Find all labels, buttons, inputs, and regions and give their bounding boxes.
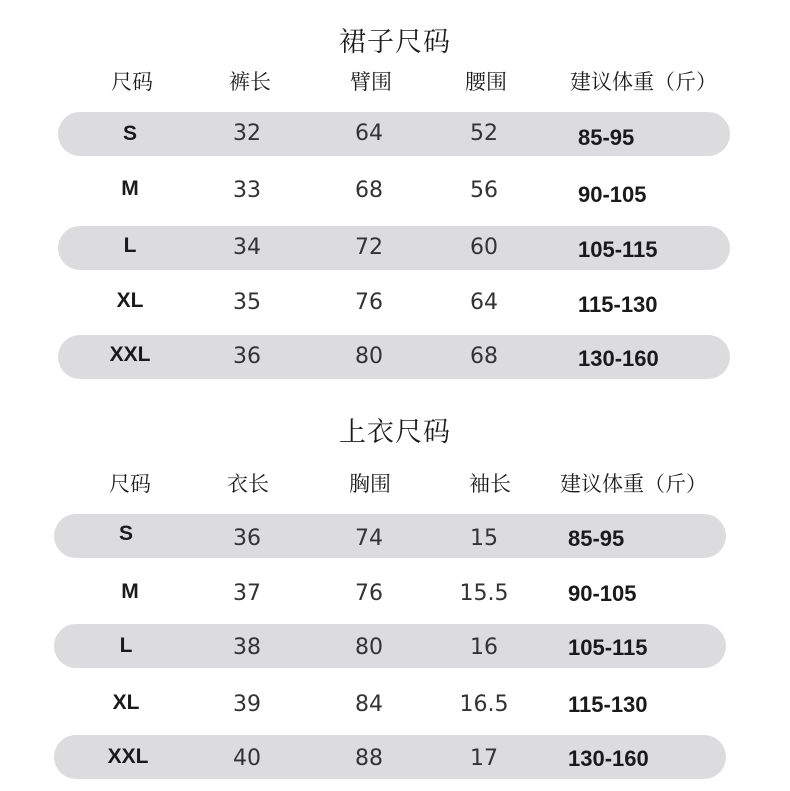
weight-cell: 115-130 xyxy=(568,692,648,717)
size-cell: L xyxy=(119,634,133,657)
skirt-row-xxl xyxy=(58,335,730,379)
skirt-size-title: 裙子尺码 xyxy=(339,27,451,58)
skirt-header-size: 尺码 xyxy=(111,70,153,94)
weight-cell: 90-105 xyxy=(578,182,647,207)
length-cell: 40 xyxy=(233,746,261,771)
waist-cell: 64 xyxy=(470,290,498,315)
size-cell: S xyxy=(118,522,134,545)
length-cell: 34 xyxy=(233,235,261,260)
skirt-header-row xyxy=(58,60,730,104)
top-row-l xyxy=(54,624,726,668)
size-cell: XL xyxy=(116,289,144,312)
size-cell: M xyxy=(121,580,139,603)
skirt-header-waist: 腰围 xyxy=(465,70,507,94)
arm-cell: 64 xyxy=(355,121,383,146)
top-header-weight: 建议体重（斤） xyxy=(560,472,707,496)
chest-cell: 74 xyxy=(355,526,383,551)
skirt-row-l xyxy=(58,226,730,270)
skirt-row-xl xyxy=(58,281,730,325)
top-row-s xyxy=(54,514,726,558)
length-cell: 33 xyxy=(233,178,261,203)
weight-cell: 85-95 xyxy=(568,526,625,551)
top-row-m xyxy=(54,570,726,614)
waist-cell: 68 xyxy=(470,344,498,369)
chest-cell: 88 xyxy=(355,746,383,771)
length-cell: 32 xyxy=(233,121,261,146)
sleeve-cell: 16 xyxy=(470,635,498,660)
sleeve-cell: 15.5 xyxy=(459,581,509,606)
chest-cell: 80 xyxy=(355,635,383,660)
skirt-row-m xyxy=(58,169,730,213)
weight-cell: 90-105 xyxy=(568,581,637,606)
weight-cell: 115-130 xyxy=(578,292,658,317)
size-cell: XXL xyxy=(109,343,151,366)
sleeve-cell: 16.5 xyxy=(459,692,509,717)
sleeve-cell: 17 xyxy=(470,746,498,771)
top-header-sleeve: 袖长 xyxy=(469,472,511,496)
size-cell: XXL xyxy=(107,745,149,768)
weight-cell: 105-115 xyxy=(568,635,648,660)
arm-cell: 80 xyxy=(355,344,383,369)
size-cell: M xyxy=(121,177,139,200)
weight-cell: 130-160 xyxy=(578,346,659,371)
size-cell: S xyxy=(122,122,138,145)
waist-cell: 56 xyxy=(470,178,498,203)
weight-cell: 105-115 xyxy=(578,237,658,262)
length-cell: 39 xyxy=(233,692,261,717)
length-cell: 36 xyxy=(233,526,261,551)
length-cell: 38 xyxy=(233,635,261,660)
top-header-row xyxy=(54,462,726,506)
skirt-header-weight: 建议体重（斤） xyxy=(570,70,717,94)
length-cell: 35 xyxy=(233,290,261,315)
top-header-length: 衣长 xyxy=(227,472,269,496)
top-row-xl xyxy=(54,681,726,725)
sleeve-cell: 15 xyxy=(470,526,498,551)
skirt-header-arm: 臂围 xyxy=(350,70,392,94)
row-band xyxy=(54,514,726,558)
arm-cell: 68 xyxy=(355,178,383,203)
skirt-row-s xyxy=(58,112,730,156)
length-cell: 37 xyxy=(233,581,261,606)
chest-cell: 76 xyxy=(355,581,383,606)
arm-cell: 76 xyxy=(355,290,383,315)
size-cell: XL xyxy=(112,691,140,714)
waist-cell: 52 xyxy=(470,121,498,146)
chest-cell: 84 xyxy=(355,692,383,717)
top-row-xxl xyxy=(54,735,726,779)
weight-cell: 85-95 xyxy=(578,125,635,150)
skirt-header-length: 裤长 xyxy=(229,70,271,94)
top-size-title: 上衣尺码 xyxy=(339,417,451,448)
length-cell: 36 xyxy=(233,344,261,369)
waist-cell: 60 xyxy=(470,235,498,260)
weight-cell: 130-160 xyxy=(568,746,649,771)
size-cell: L xyxy=(123,234,137,257)
top-header-size: 尺码 xyxy=(109,472,151,496)
arm-cell: 72 xyxy=(355,235,383,260)
top-header-chest: 胸围 xyxy=(349,472,391,496)
